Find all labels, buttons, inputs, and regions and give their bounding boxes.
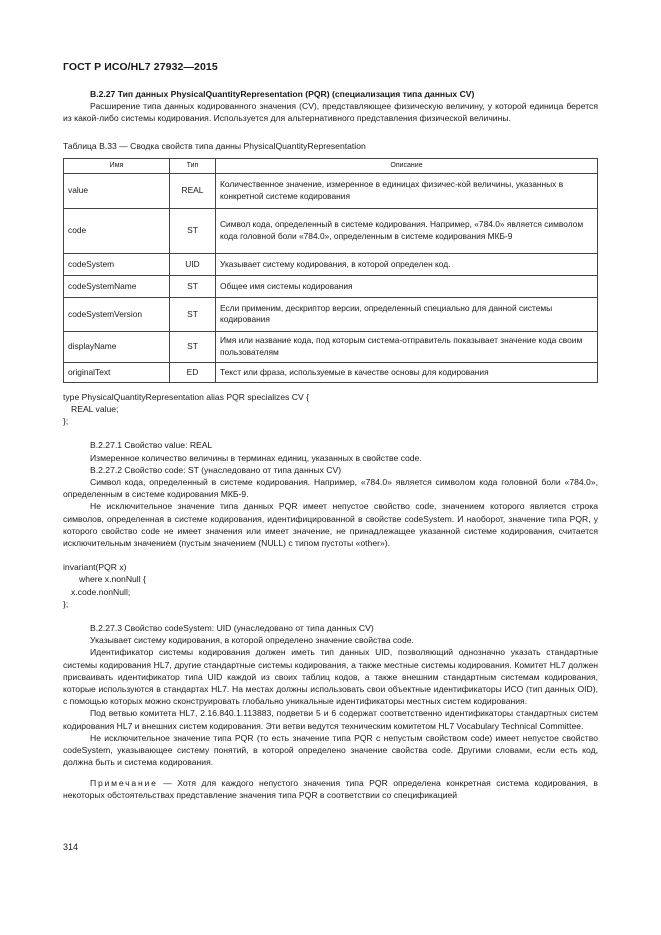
row-type: ST bbox=[170, 275, 216, 297]
type-definition-code bbox=[63, 391, 598, 428]
code-line: where x.nonNull { bbox=[79, 574, 146, 585]
row-name: code bbox=[64, 208, 170, 253]
code-line: }; bbox=[63, 416, 69, 427]
row-description: Текст или фраза, используемые в качестве основы для кодирования bbox=[216, 362, 598, 382]
row-name: codeSystem bbox=[64, 253, 170, 275]
section-title: B.2.27 Тип данных PhysicalQuantityRepresentation (PQR) (специализация типа данных CV) bbox=[90, 89, 475, 99]
row-type: UID bbox=[170, 253, 216, 275]
table-header-row bbox=[64, 158, 598, 173]
row-name: value bbox=[64, 173, 170, 208]
note bbox=[63, 777, 598, 801]
subsection-heading: B.2.27.1 Свойство value: REAL bbox=[90, 440, 213, 451]
table-row bbox=[64, 208, 598, 253]
row-name: codeSystemVersion bbox=[64, 297, 170, 331]
invariant-code bbox=[63, 561, 598, 610]
code-line: }; bbox=[63, 598, 69, 609]
row-name: displayName bbox=[64, 331, 170, 362]
paragraph: Не исключительное значение типа PQR (то есть значение типа PQR с непустым свойством code) имеет непустое свойство codeSystem, указывающее систему понятий, в которой определено значение свойства code. Другими словами, если есть код, должна быть и система кодирования. bbox=[63, 732, 598, 768]
subsection-heading: B.2.27.2 Свойство code: ST (унаследовано от типа данных CV) bbox=[90, 464, 342, 475]
paragraph: Символ кода, определенный в системе кодирования. Например, «784.0» является символом кода головной боли «784.0», определенным в системе кодирования МКБ-9. bbox=[63, 477, 598, 500]
note-label: Примечание bbox=[90, 777, 158, 788]
paragraph: Измеренное количество величины в терминах единиц, указанных в свойстве code. bbox=[90, 452, 422, 463]
properties-table bbox=[63, 158, 598, 383]
row-description: Символ кода, определенный в системе кодирования. Например, «784.0» является символом кода головной боли «784.0», определенным в системе кодирования МКБ-9 bbox=[216, 208, 598, 253]
table-row bbox=[64, 362, 598, 382]
header-name: Имя bbox=[64, 158, 170, 173]
code-line: type PhysicalQuantityRepresentation alias PQR specializes CV { bbox=[63, 391, 309, 402]
page-content bbox=[63, 88, 598, 801]
row-description: Имя или название кода, под которым система-отправитель показывает значение кода своим пользователям bbox=[216, 331, 598, 362]
paragraph: Указывает систему кодирования, в которой определено значение свойства code. bbox=[90, 635, 414, 646]
table-row bbox=[64, 275, 598, 297]
paragraph: Под ветвью комитета HL7, 2.16.840.1.113883, подветви 5 и 6 содержат соответственно идентификаторы стандартных систем кодирования HL7 и внешних систем кодирования. Эти ветви ведутся техническим комитетом HL7 Vocabulary Technical Committee. bbox=[63, 708, 598, 731]
header-type: Тип bbox=[170, 158, 216, 173]
row-description: Если применим, дескриптор версии, определенный специально для данной системы кодирования bbox=[216, 297, 598, 331]
row-type: ST bbox=[170, 208, 216, 253]
section-intro: Расширение типа данных кодированного значения (CV), представляющее физическую величину, у которой единица берется из какой-либо системы кодирования. Используется для альтернативного представления физической величины. bbox=[63, 101, 598, 124]
document-header: ГОСТ Р ИСО/HL7 27932—2015 bbox=[63, 61, 218, 73]
code-line: REAL value; bbox=[71, 404, 119, 415]
row-type: REAL bbox=[170, 173, 216, 208]
page-number: 314 bbox=[63, 842, 79, 852]
code-line: x.code.nonNull; bbox=[71, 586, 131, 597]
table-row bbox=[64, 331, 598, 362]
row-type: ST bbox=[170, 297, 216, 331]
row-description: Общее имя системы кодирования bbox=[216, 275, 598, 297]
row-name: originalText bbox=[64, 362, 170, 382]
table-row bbox=[64, 253, 598, 275]
paragraph: Идентификатор системы кодирования должен иметь тип данных UID, позволяющий однозначно указать стандартные системы кодирования HL7, другие стандартные системы кодирования, а также местные системы кодирования. Комитет HL7 должен присваивать идентификатор типа UID каждой из своих таблиц кодов, а также внешним стандартным системам кодирования, которые используются в стандартах HL7. На местах должны использовать свои объектные идентификаторы ИСО (тип данных OID), с помощью которых можно сконструировать глобально уникальные идентификаторы местных систем кодирования. bbox=[63, 647, 598, 707]
note-text: — Хотя для каждого непустого значения типа PQR определена конкретная система кодирования, в некоторых обстоятельствах представление значения типа PQR в соответствии со спецификацией bbox=[63, 777, 598, 800]
subsection-heading: B.2.27.3 Свойство codeSystem: UID (унаследовано от типа данных CV) bbox=[90, 623, 374, 634]
table-row bbox=[64, 173, 598, 208]
row-type: ST bbox=[170, 331, 216, 362]
code-line: invariant(PQR x) bbox=[63, 562, 127, 573]
row-name: codeSystemName bbox=[64, 275, 170, 297]
row-description: Указывает систему кодирования, в которой определен код. bbox=[216, 253, 598, 275]
row-description: Количественное значение, измеренное в единицах физичес-кой величины, указанных в конкретной системе кодирования bbox=[216, 173, 598, 208]
table-caption: Таблица B.33 — Сводка свойств типа данны PhysicalQuantityRepresentation bbox=[63, 140, 366, 151]
paragraph: Не исключительное значение типа данных PQR имеет непустое свойство code, значением которого является строка символов, определенная в системе кодирования, идентифицированной в свойстве codeSystem. И наоборот, значение типа PQR, у которого свойство code не имеет значения или имеет значение, не принадлежащее указанной системе кодирования, считается исключительным значением (пустым значением (NULL) с типом пустоты «other»). bbox=[63, 501, 598, 549]
table-row bbox=[64, 297, 598, 331]
row-type: ED bbox=[170, 362, 216, 382]
header-description: Описание bbox=[216, 158, 598, 173]
